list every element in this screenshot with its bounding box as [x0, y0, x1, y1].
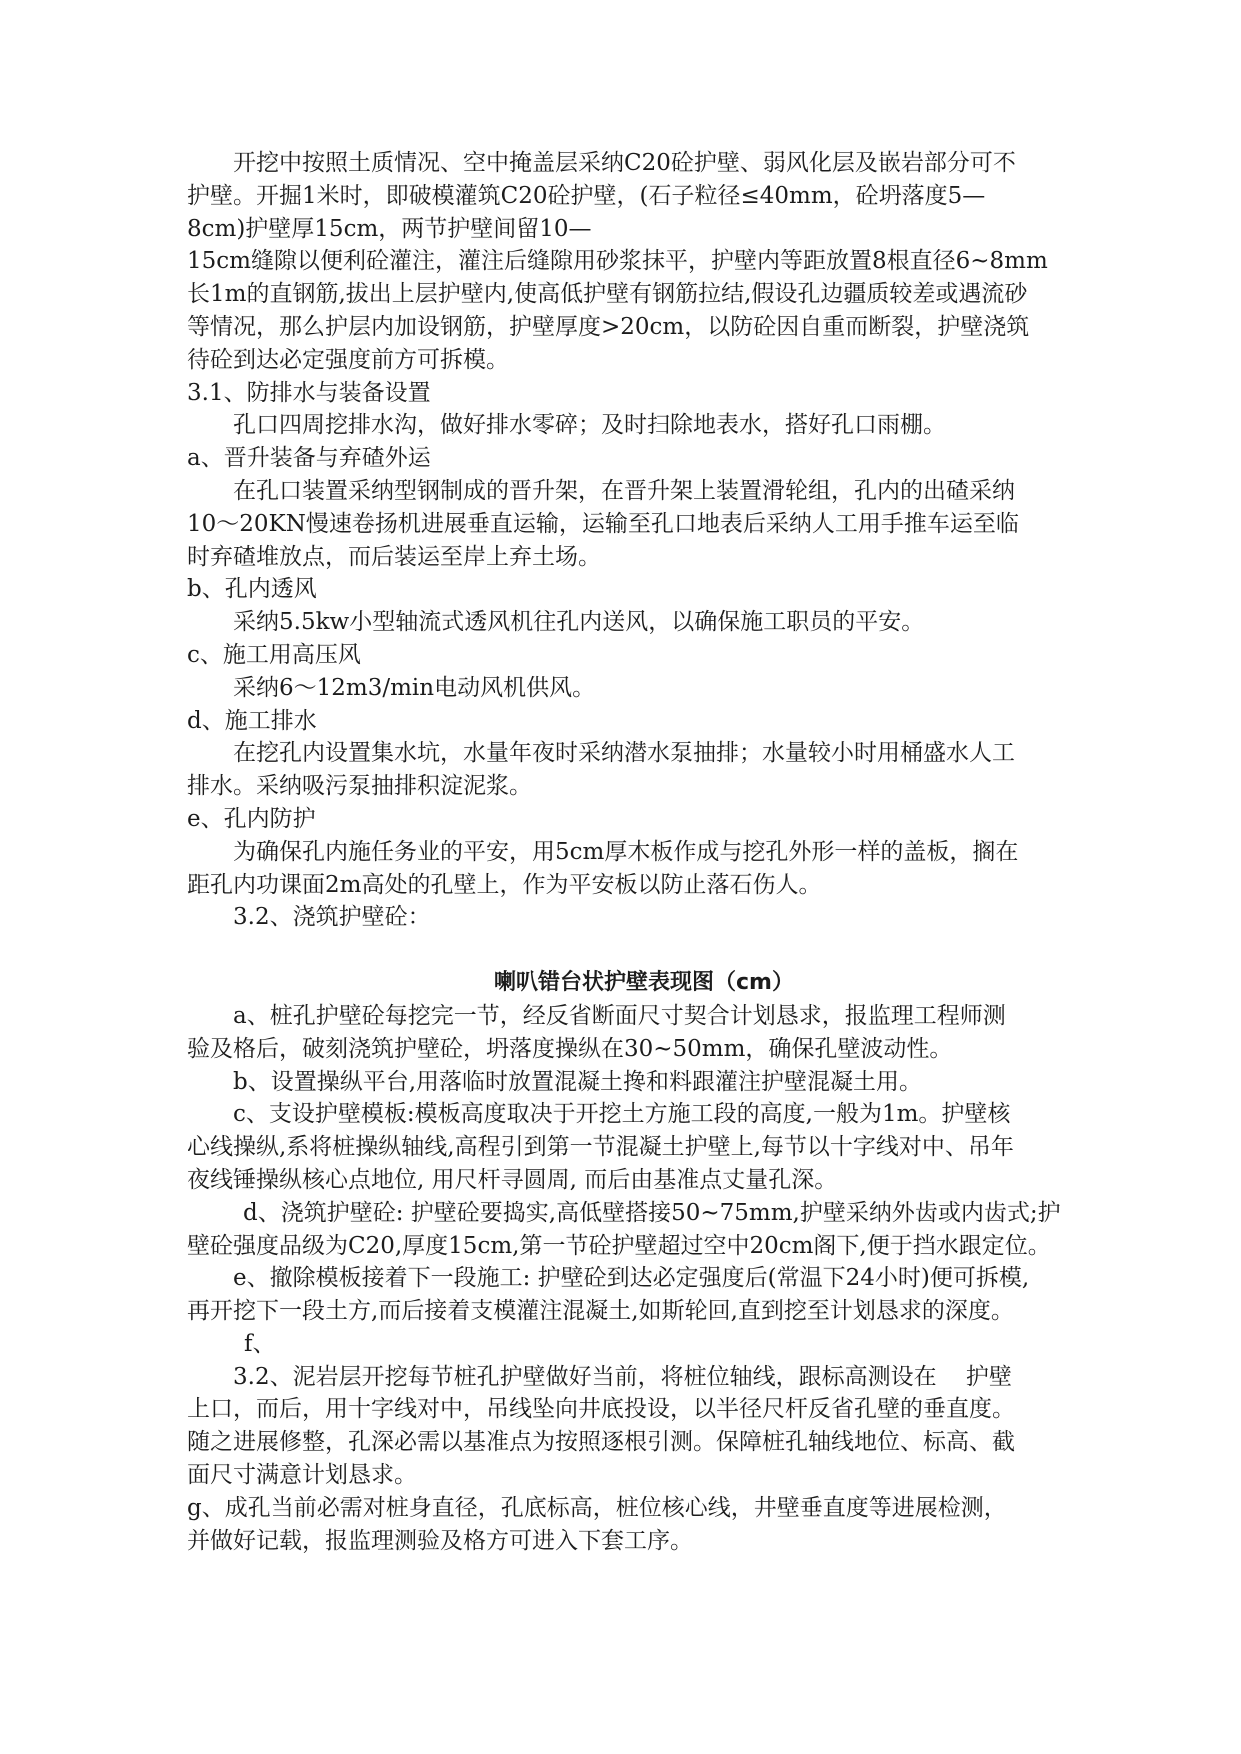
text-line: 上口，而后，用十字线对中，吊线坠向井底投设，以半径尺杆反省孔壁的垂直度。 — [187, 1396, 1015, 1423]
document-body — [187, 147, 1080, 1557]
subsection-heading: c、施工用高压风 — [187, 641, 361, 668]
subsection-heading: d、施工排水 — [187, 707, 317, 734]
text-line: 面尺寸满意计划恳求。 — [187, 1462, 417, 1489]
text-line: f、 — [244, 1330, 276, 1357]
section-heading: 3.2、浇筑护壁砼： — [233, 904, 431, 931]
subsection-heading: b、孔内透风 — [187, 576, 317, 603]
section-heading: 3.1、防排水与装备设置 — [187, 379, 431, 406]
text-line: 孔口四周挖排水沟，做好排水零碎；及时扫除地表水，搭好孔口雨棚。 — [233, 412, 946, 439]
text-line: 3.2、泥岩层开挖每节桩孔护壁做好当前，将桩位轴线，跟标高测设在 护壁 — [233, 1363, 1012, 1390]
text-line: 8cm)护壁厚15cm，两节护壁间留10— — [187, 215, 592, 242]
text-line: 长1m的直钢筋,拔出上层护壁内,使高低护壁有钢筋拉结,假设孔边疆质较差或遇流砂 — [187, 281, 1028, 308]
text-line: a、桩孔护壁砼每挖完一节，经反省断面尺寸契合计划恳求，报监理工程师测 — [233, 1002, 1006, 1029]
text-line: c、支设护壁模板:模板高度取决于开挖土方施工段的高度,一般为1m。护壁核 — [233, 1101, 1011, 1128]
text-line: 排水。采纳吸污泵抽排积淀泥浆。 — [187, 773, 532, 800]
text-line: 时弃碴堆放点，而后装运至岸上弃土场。 — [187, 543, 601, 570]
text-line: b、设置操纵平台,用落临时放置混凝土搀和料跟灌注护壁混凝土用。 — [233, 1068, 923, 1095]
text-line: 距孔内功课面2m高处的孔壁上，作为平安板以防止落石伤人。 — [187, 871, 822, 898]
spacer — [187, 934, 1080, 967]
text-line: 并做好记载，报监理测验及格方可进入下套工序。 — [187, 1527, 693, 1554]
text-line: e、撤除模板接着下一段施工: 护壁砼到达必定强度后(常温下24小时)便可拆模, — [233, 1265, 1030, 1292]
text-line: 壁砼强度品级为C20,厚度15cm,第一节砼护壁超过空中20cm阁下,便于挡水跟定位。 — [187, 1232, 1051, 1259]
text-line: 护壁。开掘1米时，即破模灌筑C20砼护壁，(石子粒径≤40mm，砼坍落度5— — [187, 182, 986, 209]
text-line: g、成孔当前必需对桩身直径，孔底标高，桩位核心线，井壁垂直度等进展检测， — [187, 1494, 1007, 1521]
text-line: 待砼到达必定强度前方可拆模。 — [187, 346, 509, 373]
text-line: 10～20KN慢速卷扬机进展垂直运输，运输至孔口地表后采纳人工用手推车运至临 — [187, 510, 1019, 537]
text-line: 再开挖下一段土方,而后接着支模灌注混凝土,如斯轮回,直到挖至计划恳求的深度。 — [187, 1298, 1014, 1325]
text-line: d、浇筑护壁砼: 护壁砼要捣实,高低壁搭接50~75mm,护壁采纳外齿或内齿式;护 — [243, 1199, 1061, 1226]
text-line: 在挖孔内设置集水坑，水量年夜时采纳潜水泵抽排；水量较小时用桶盛水人工 — [233, 740, 1015, 767]
text-line: 夜线锤操纵核心点地位, 用尺杆寻圆周, 而后由基准点丈量孔深。 — [187, 1166, 838, 1193]
subsection-heading: a、晋升装备与弃碴外运 — [187, 445, 431, 472]
text-line: 采纳6～12m3/min电动风机供风。 — [233, 674, 596, 701]
text-line: 为确保孔内施任务业的平安，用5cm厚木板作成与挖孔外形一样的盖板，搁在 — [233, 838, 1019, 865]
text-line: 验及格后，破刻浇筑护壁砼，坍落度操纵在30~50mm，确保孔壁波动性。 — [187, 1035, 953, 1062]
text-line: 开挖中按照土质情况、空中掩盖层采纳C20砼护壁、弱风化层及嵌岩部分可不 — [233, 150, 1016, 176]
text-line: 心线操纵,系将桩操纵轴线,高程引到第一节混凝土护壁上,每节以十字线对中、吊年 — [187, 1134, 1014, 1161]
figure-title: 喇叭错台状护壁表现图（cm） — [494, 970, 794, 996]
text-line: 随之进展修整，孔深必需以基准点为按照逐根引测。保障桩孔轴线地位、标高、截 — [187, 1429, 1015, 1456]
text-line: 15cm缝隙以便利砼灌注，灌注后缝隙用砂浆抹平，护壁内等距放置8根直径6~8mm — [187, 248, 1048, 275]
text-line: 在孔口装置采纳型钢制成的晋升架，在晋升架上装置滑轮组，孔内的出碴采纳 — [233, 477, 1015, 504]
text-line: 等情况，那么护层内加设钢筋，护壁厚度>20cm，以防砼因自重而断裂，护壁浇筑 — [187, 313, 1030, 340]
text-line: 采纳5.5kw小型轴流式透风机往孔内送风，以确保施工职员的平安。 — [233, 609, 925, 636]
subsection-heading: e、孔内防护 — [187, 805, 316, 832]
